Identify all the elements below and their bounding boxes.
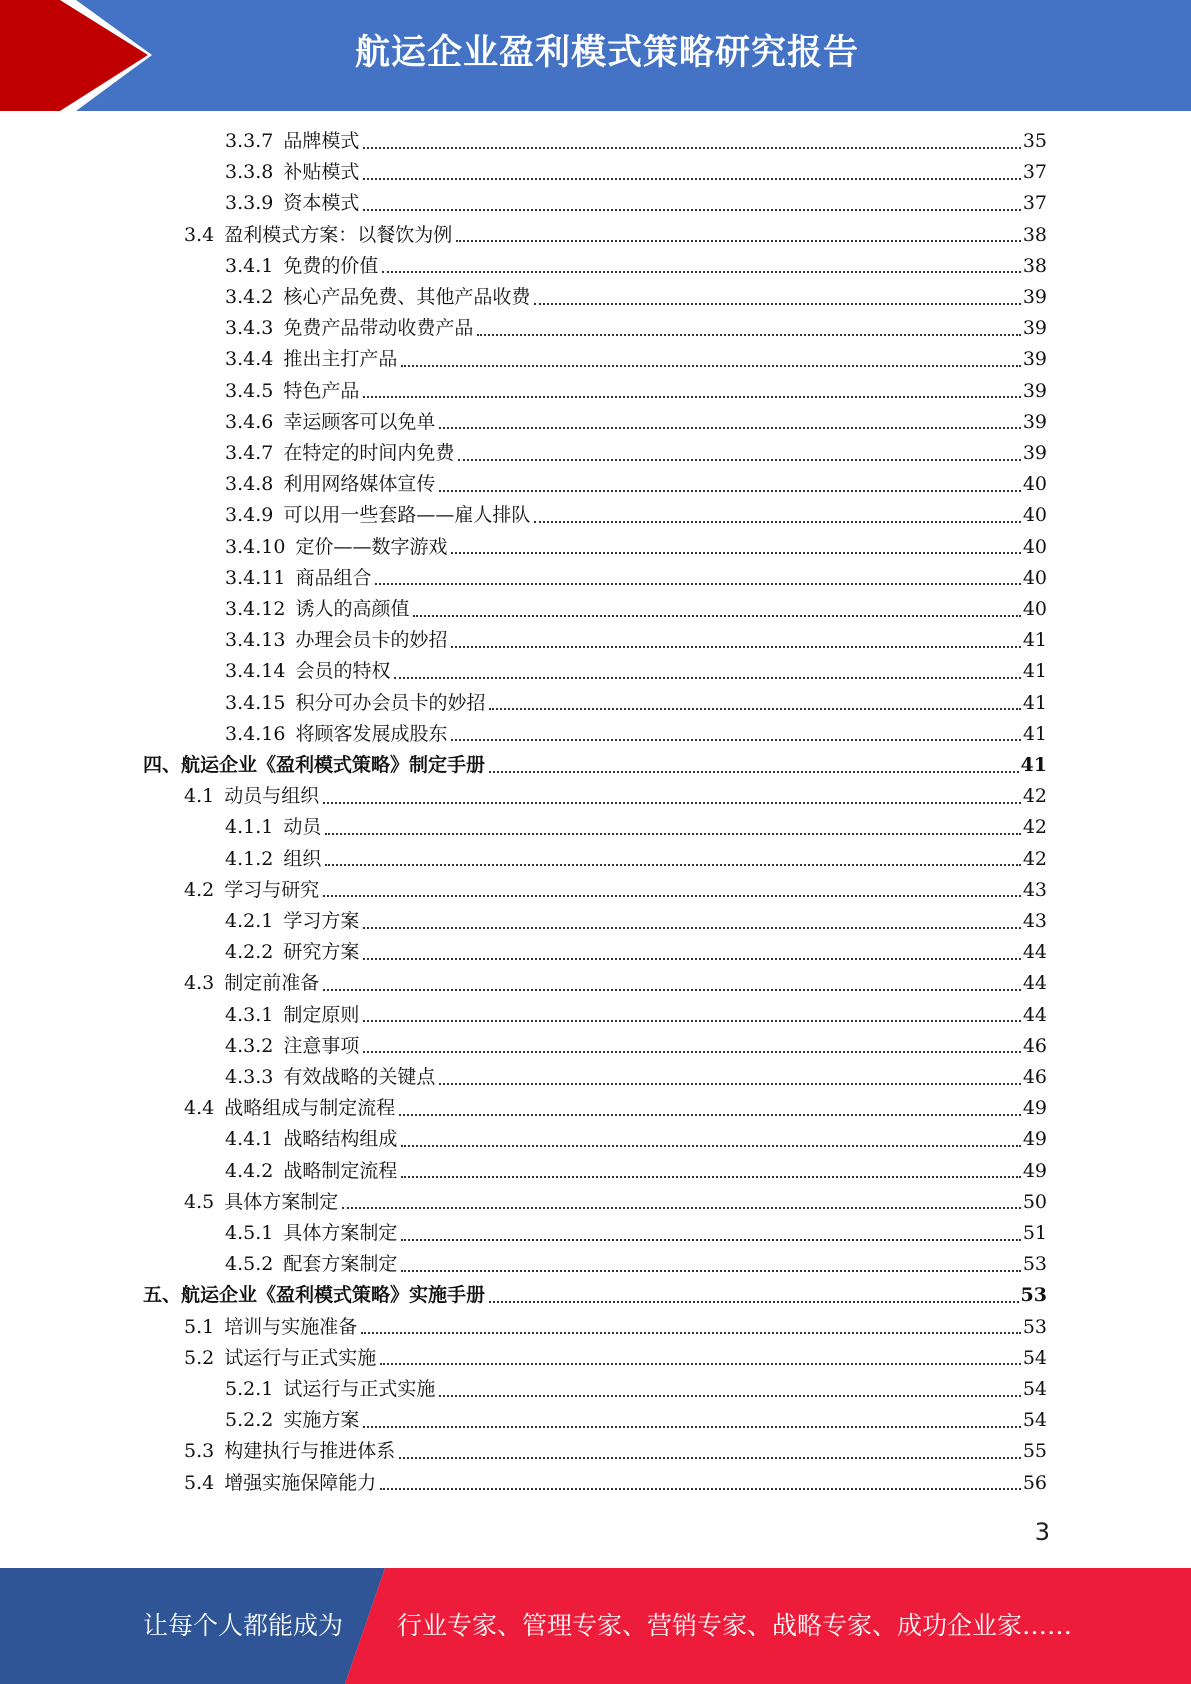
toc-entry-page: 53 [1022,1315,1047,1338]
toc-entry[interactable] [184,1468,1047,1499]
toc-entry-label: 组织 [283,847,322,870]
toc-entry-number: 4.4.1 [225,1128,274,1151]
toc-entry[interactable] [225,532,1047,563]
toc-entry-label: 增强实施保障能力 [224,1471,377,1494]
toc-entry-label: 盈利模式方案：以餐饮为例 [224,223,453,246]
toc-entry-number: 4.3.3 [225,1066,274,1088]
toc-entry-page: 35 [1022,130,1047,152]
toc-leader-dots [477,334,1020,336]
toc-entry-number: 4.1 [184,785,215,808]
toc-entry-number: 3.4.9 [225,504,274,527]
toc-entry-number: 5.4 [184,1471,215,1494]
toc-entry[interactable] [225,1124,1047,1155]
toc-entry[interactable] [225,1000,1047,1031]
toc-entry-number: 4.2 [184,878,215,901]
toc-entry-page: 54 [1022,1409,1047,1432]
toc-leader-dots [534,303,1020,305]
toc-entry-page: 41 [1022,629,1047,652]
toc-entry-number: 4.1.1 [225,816,274,839]
toc-entry-page: 39 [1022,348,1047,371]
toc-entry-page: 41 [1022,660,1047,683]
toc-entry-label: 可以用一些套路——雇人排队 [283,504,531,527]
toc-leader-dots [401,1145,1020,1147]
toc-entry[interactable] [225,1249,1047,1280]
toc-entry-label: 学习与研究 [224,878,320,901]
toc-entry-label: 特色产品 [283,379,360,402]
toc-entry[interactable] [225,1062,1047,1093]
toc-entry-label: 定价——数字游戏 [295,535,448,558]
header-band [0,0,1191,111]
toc-leader-dots [439,490,1020,492]
toc-entry[interactable] [225,313,1047,344]
toc-entry-label: 学习方案 [283,910,360,932]
toc-entry-number: 3.4.12 [225,598,286,620]
toc-entry-page: 43 [1022,878,1047,901]
toc-entry-number: 4.1.2 [225,847,274,870]
toc-entry[interactable] [225,1405,1047,1436]
toc-entry[interactable] [225,1218,1047,1249]
toc-leader-dots [534,521,1020,523]
toc-entry[interactable] [184,1093,1047,1124]
toc-entry-label: 具体方案制定 [224,1190,339,1213]
toc-entry[interactable] [143,750,1047,781]
toc-entry-page: 54 [1022,1346,1047,1369]
toc-leader-dots [342,1207,1021,1209]
toc-entry-page: 40 [1022,504,1047,527]
footer-band [0,1568,1191,1684]
toc-entry-label: 试运行与正式实施 [224,1346,377,1369]
toc-leader-dots [363,209,1020,211]
toc-entry-label: 制定原则 [283,1003,360,1026]
toc-entry-page: 50 [1022,1190,1047,1213]
toc-entry-number: 3.3.8 [225,161,274,184]
toc-entry-number: 4.3 [184,972,215,995]
toc-entry-page: 39 [1022,379,1047,402]
toc-entry-number: 4.4 [184,1097,215,1120]
toc-entry-number: 4.2.1 [225,910,274,932]
toc-entry-page: 37 [1022,192,1047,215]
toc-entry-label: 商品组合 [295,566,372,589]
toc-entry-page: 49 [1022,1159,1047,1182]
toc-entry-page: 37 [1022,161,1047,184]
toc-leader-dots [363,958,1020,960]
toc-entry-label: 试运行与正式实施 [283,1378,436,1400]
toc-leader-dots [380,1488,1021,1490]
toc-leader-dots [399,1457,1021,1459]
toc-entry-number: 3.4.6 [225,410,274,433]
toc-entry-number: 4.3.1 [225,1003,274,1026]
toc-leader-dots [439,427,1020,429]
toc-leader-dots [363,1426,1020,1428]
toc-entry-page: 40 [1022,473,1047,496]
toc-leader-dots [451,646,1020,648]
toc-entry[interactable] [225,469,1047,500]
toc-entry-label: 有效战略的关键点 [283,1066,436,1088]
toc-leader-dots [323,989,1021,991]
toc-entry-label: 在特定的时间内免费 [283,442,455,464]
toc-entry[interactable] [225,344,1047,375]
toc-leader-dots [323,895,1021,897]
toc-entry-label: 航运企业《盈利模式策略》制定手册 [181,754,486,776]
toc-entry-label: 制定前准备 [224,972,320,995]
toc-leader-dots [380,1363,1021,1365]
toc-entry[interactable] [225,500,1047,531]
toc-leader-dots [401,1270,1020,1272]
toc-entry-page: 41 [1022,691,1047,714]
toc-entry[interactable] [225,1374,1047,1405]
toc-entry[interactable] [184,781,1047,812]
toc-entry-page: 44 [1022,1003,1047,1026]
toc-entry-label: 免费的价值 [283,254,379,277]
toc-entry-number: 3.4.14 [225,660,286,683]
toc-leader-dots [451,552,1020,554]
toc-entry-label: 会员的特权 [295,660,391,683]
toc-entry-number: 3.4.4 [225,348,274,371]
toc-leader-dots [323,802,1021,804]
toc-entry[interactable] [184,220,1047,251]
toc-entry-page: 49 [1022,1097,1047,1120]
toc-entry-page: 43 [1022,910,1047,932]
toc-entry-label: 具体方案制定 [283,1222,398,1244]
toc-entry[interactable] [225,906,1047,937]
toc-entry-label: 配套方案制定 [283,1253,398,1276]
toc-entry-page: 49 [1022,1128,1047,1151]
toc-entry[interactable] [225,1156,1047,1187]
toc-leader-dots [399,1114,1021,1116]
toc-entry[interactable] [184,1312,1047,1343]
toc-entry[interactable] [225,688,1047,719]
toc-entry-number: 四、 [143,754,182,776]
toc-entry-number: 五、 [143,1284,182,1307]
toc-entry-page: 38 [1022,223,1047,246]
toc-entry-page: 40 [1022,566,1047,589]
toc-leader-dots [413,615,1020,617]
toc-entry-page: 44 [1022,941,1047,964]
toc-leader-dots [401,365,1020,367]
toc-entry[interactable] [184,1436,1047,1467]
toc-entry-label: 战略组成与制定流程 [224,1097,396,1120]
footer-slogan-right: 行业专家、管理专家、营销专家、战略专家、成功企业家…… [397,1611,1073,1640]
toc-leader-dots [451,739,1020,741]
toc-entry-label: 核心产品免费、其他产品收费 [283,286,531,308]
toc-entry-page: 56 [1022,1471,1047,1494]
toc-entry-label: 办理会员卡的妙招 [295,629,448,652]
toc-entry-page: 51 [1022,1222,1047,1244]
toc-leader-dots [439,1395,1020,1397]
toc-entry-number: 3.4.13 [225,629,286,652]
toc-entry-label: 免费产品带动收费产品 [283,317,474,340]
toc-entry-number: 3.4.1 [225,254,274,277]
toc-entry[interactable] [225,282,1047,313]
toc-leader-dots [325,833,1020,835]
toc-entry-label: 幸运顾客可以免单 [283,410,436,433]
toc-entry-page: 42 [1022,785,1047,808]
toc-entry[interactable] [225,251,1047,282]
toc-entry-page: 39 [1022,442,1047,464]
toc-entry-page: 39 [1022,317,1047,340]
toc-entry-label: 利用网络媒体宣传 [283,473,436,496]
toc-entry-number: 3.4.3 [225,317,274,340]
toc-leader-dots [489,1301,1019,1303]
toc-entry[interactable] [225,563,1047,594]
toc-entry[interactable] [225,625,1047,656]
toc-entry-number: 4.4.2 [225,1159,274,1182]
toc-leader-dots [401,1176,1020,1178]
toc-leader-dots [363,178,1020,180]
toc-leader-dots [401,1239,1020,1241]
toc-entry-number: 3.4.10 [225,535,286,558]
toc-entry-page: 46 [1022,1034,1047,1057]
toc-entry[interactable] [184,875,1047,906]
toc-leader-dots [363,1020,1020,1022]
toc-entry-number: 3.4.2 [225,286,274,308]
toc-entry-label: 培训与实施准备 [224,1315,358,1338]
toc-entry-label: 研究方案 [283,941,360,964]
toc-entry-number: 5.1 [184,1315,215,1338]
toc-entry[interactable] [225,376,1047,407]
toc-leader-dots [325,864,1020,866]
toc-leader-dots [439,1083,1020,1085]
toc-entry-number: 4.2.2 [225,941,274,964]
toc-entry-page: 38 [1022,254,1047,277]
toc-entry-number: 3.3.7 [225,130,274,152]
toc-leader-dots [382,271,1020,273]
toc-leader-dots [375,583,1020,585]
toc-entry-number: 4.3.2 [225,1034,274,1057]
toc-entry[interactable] [225,812,1047,843]
toc-entry-number: 3.3.9 [225,192,274,215]
toc-entry-number: 5.3 [184,1440,215,1463]
toc-entry-label: 航运企业《盈利模式策略》实施手册 [181,1284,486,1307]
toc-leader-dots [363,396,1020,398]
toc-entry-page: 40 [1022,598,1047,620]
toc-entry[interactable] [225,594,1047,625]
toc-entry[interactable] [225,126,1047,157]
toc-entry[interactable] [184,968,1047,999]
toc-leader-dots [363,927,1020,929]
toc-entry-label: 品牌模式 [283,130,360,152]
toc-entry-page: 53 [1022,1253,1047,1276]
toc-entry[interactable] [225,157,1047,188]
toc-entry-label: 积分可办会员卡的妙招 [295,691,486,714]
toc-entry-number: 3.4.15 [225,691,286,714]
toc-entry-number: 5.2.1 [225,1378,274,1400]
toc-entry[interactable] [225,1031,1047,1062]
toc-leader-dots [394,677,1020,679]
toc-entry-page: 54 [1022,1378,1047,1400]
toc-entry-label: 补贴模式 [283,161,360,184]
toc-entry-number: 4.5.2 [225,1253,274,1276]
toc-entry[interactable] [184,1343,1047,1374]
toc-entry[interactable] [225,656,1047,687]
toc-entry-number: 3.4.7 [225,442,274,464]
toc-entry[interactable] [225,937,1047,968]
toc-leader-dots [363,1051,1020,1053]
toc-entry[interactable] [225,438,1047,469]
toc-entry-page: 55 [1022,1440,1047,1463]
toc-entry-number: 3.4.5 [225,379,274,402]
toc-entry[interactable] [225,844,1047,875]
toc-entry-label: 推出主打产品 [283,348,398,371]
toc-leader-dots [489,708,1020,710]
toc-leader-dots [489,771,1019,773]
report-title: 航运企业盈利模式策略研究报告 [355,33,860,73]
toc-entry-page: 42 [1022,847,1047,870]
toc-entry-label: 诱人的高颜值 [295,598,410,620]
toc-entry-number: 5.2.2 [225,1409,274,1432]
toc-entry-page: 53 [1020,1284,1047,1307]
toc-entry-label: 动员与组织 [224,785,320,808]
toc-entry-page: 44 [1022,972,1047,995]
toc-entry-label: 动员 [283,816,322,839]
toc-entry-number: 3.4.11 [225,566,286,589]
toc-leader-dots [456,240,1021,242]
toc-entry-label: 实施方案 [283,1409,360,1432]
toc-leader-dots [363,147,1020,149]
toc-entry-label: 资本模式 [283,192,360,215]
toc-entry[interactable] [225,188,1047,219]
toc-entry[interactable] [143,1280,1047,1311]
toc-entry-label: 注意事项 [283,1034,360,1057]
toc-entry-label: 战略制定流程 [283,1159,398,1182]
toc-entry-page: 42 [1022,816,1047,839]
toc-leader-dots [361,1332,1021,1334]
toc-entry[interactable] [225,719,1047,750]
toc-entry-number: 3.4 [184,223,215,246]
toc-entry-number: 4.5 [184,1190,215,1213]
toc-entry-number: 5.2 [184,1346,215,1369]
toc-entry-number: 4.5.1 [225,1222,274,1244]
toc-entry-page: 41 [1020,754,1047,776]
toc-entry-label: 将顾客发展成股东 [295,722,448,745]
toc-entry[interactable] [184,1187,1047,1218]
toc-entry-number: 3.4.8 [225,473,274,496]
toc-entry-page: 39 [1022,286,1047,308]
toc-entry-page: 46 [1022,1066,1047,1088]
page-number: 3 [1034,1518,1050,1546]
toc-entry-page: 39 [1022,410,1047,433]
toc-entry-label: 战略结构组成 [283,1128,398,1151]
toc-entry-page: 40 [1022,535,1047,558]
toc-entry[interactable] [225,407,1047,438]
toc-entry-label: 构建执行与推进体系 [224,1440,396,1463]
toc-entry-number: 3.4.16 [225,722,286,745]
toc-leader-dots [458,459,1020,461]
toc-entry-page: 41 [1022,722,1047,745]
chevron-arrow-icon [0,0,160,111]
footer-slogan-left: 让每个人都能成为 [143,1611,344,1640]
